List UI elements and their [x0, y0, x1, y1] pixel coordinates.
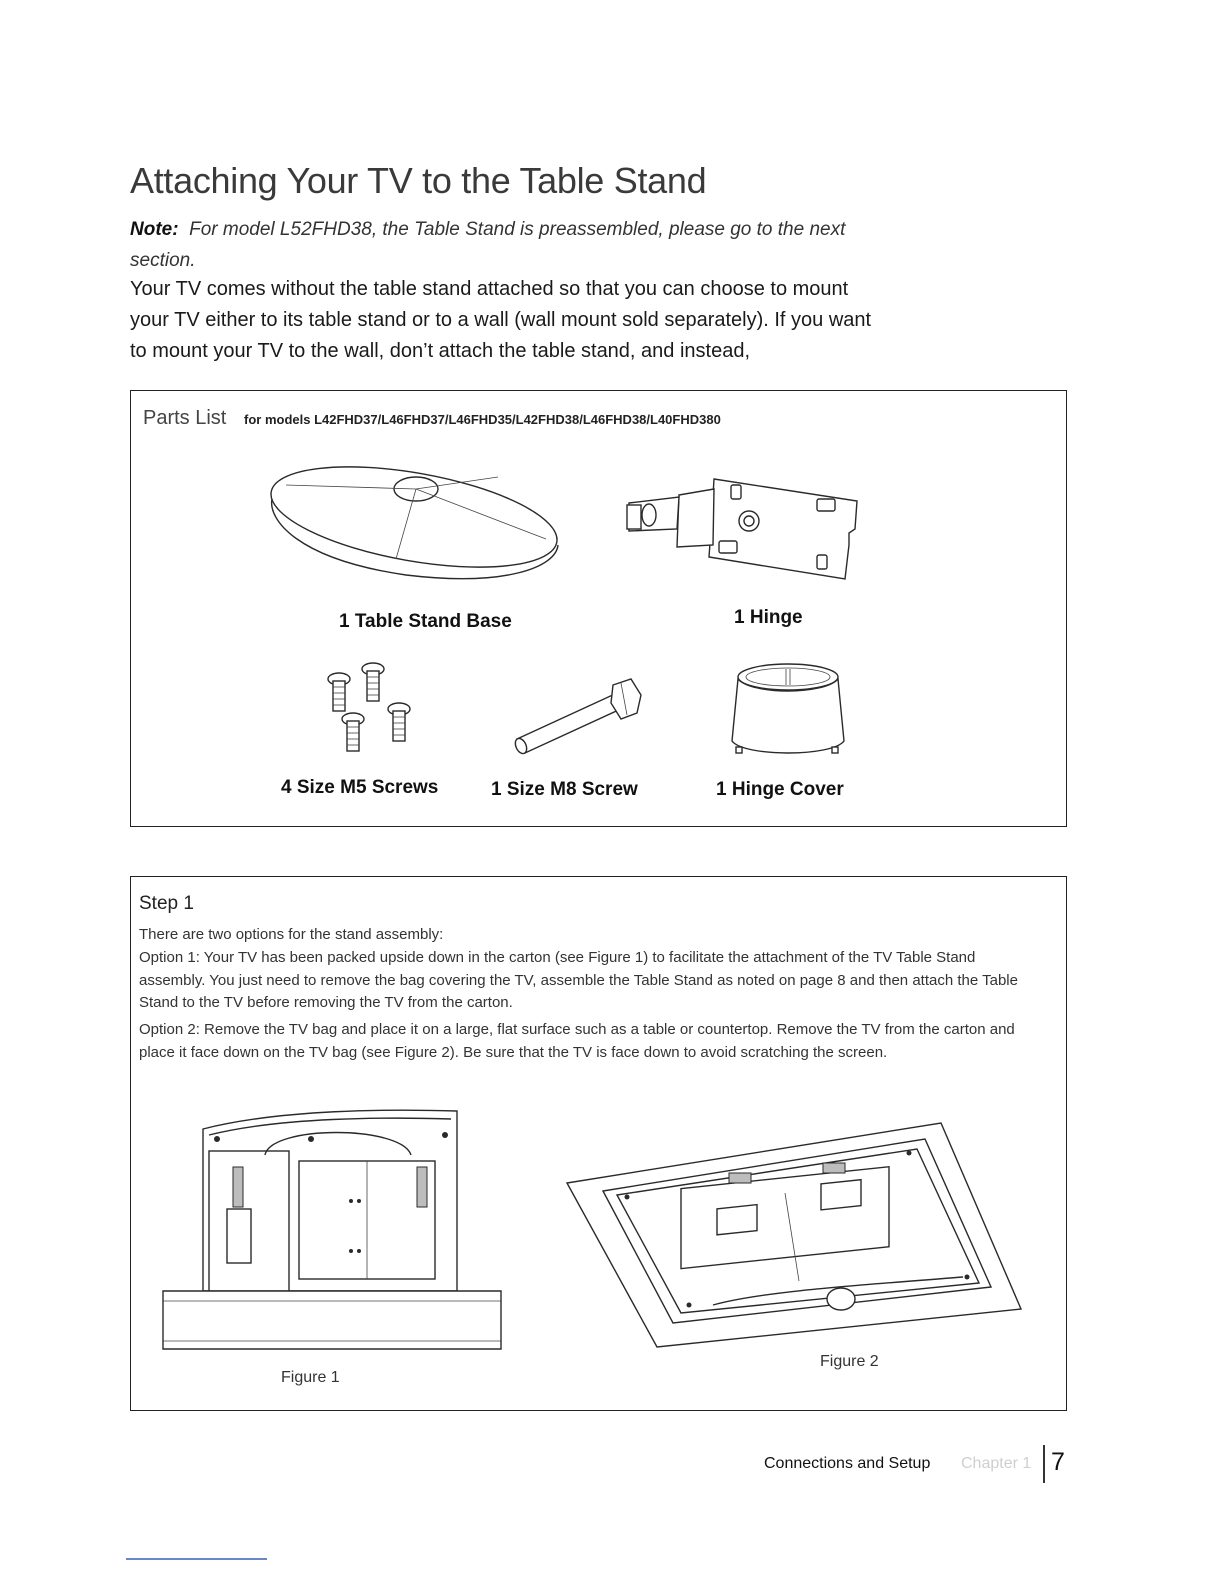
step-1-title: Step 1 — [139, 893, 194, 914]
part-label-m5-screws: 4 Size M5 Screws — [281, 777, 439, 798]
intro-paragraph: Your TV comes without the table stand attached so that you can choose to mount your TV either to its table stand or to a wall (wall mount sold separately). If you want to mount your TV to the wall, don’t attach the table stand, and instead, — [130, 278, 872, 362]
part-label-m8-screw: 1 Size M8 Screw — [491, 779, 638, 800]
step-1-option-2: Option 2: Remove the TV bag and place it on a large, flat surface such as a table or countertop. Remove the TV from the carton and place it face down on the TV bag (see Figure 2). Be sure that the TV is face down to avoid scratching the screen. — [139, 1021, 1015, 1061]
figure-1-tv-in-carton — [161, 1105, 511, 1365]
footer-chapter: Chapter 1 — [961, 1455, 1032, 1472]
parts-list-models: for models L42FHD37/L46FHD37/L46FHD35/L42FHD38/L46FHD38/L40FHD380 — [244, 412, 721, 427]
footer-section-title: Connections and Setup — [764, 1455, 931, 1472]
step-1-box — [130, 876, 1067, 1411]
hinge-icon — [619, 469, 869, 589]
bottom-rule — [126, 1558, 267, 1560]
part-label-hinge: 1 Hinge — [734, 607, 803, 628]
parts-list-box — [130, 390, 1067, 827]
part-label-table-stand-base: 1 Table Stand Base — [339, 611, 512, 632]
figure-1-caption: Figure 1 — [281, 1369, 340, 1386]
m8-screw-icon — [509, 677, 649, 767]
hinge-cover-icon — [724, 661, 854, 771]
page-title: Attaching Your TV to the Table Stand — [130, 160, 707, 201]
note-label: Note: — [130, 219, 179, 240]
page-number: 7 — [1051, 1448, 1065, 1476]
table-stand-base-icon — [266, 449, 566, 589]
step-1-option-1: Option 1: Your TV has been packed upside down in the carton (see Figure 1) to facilitate the attachment of the TV Table Stand assembly. You just need to remove the bag covering the TV, assemble the Table Stand as noted on page 8 and then attach the Table Stand to the TV before removing the TV from the carton. — [139, 949, 1018, 1011]
figure-2-caption: Figure 2 — [820, 1353, 879, 1370]
m5-screws-icon — [317, 661, 437, 771]
parts-list-title: Parts List — [143, 407, 227, 429]
footer-divider — [1043, 1445, 1045, 1483]
step-1-intro: There are two options for the stand assembly: — [139, 926, 444, 943]
note — [130, 214, 870, 276]
figure-2-tv-face-down — [563, 1115, 1033, 1355]
part-label-hinge-cover: 1 Hinge Cover — [716, 779, 844, 800]
note-text: For model L52FHD38, the Table Stand is preassembled, please go to the next section. — [130, 219, 846, 271]
